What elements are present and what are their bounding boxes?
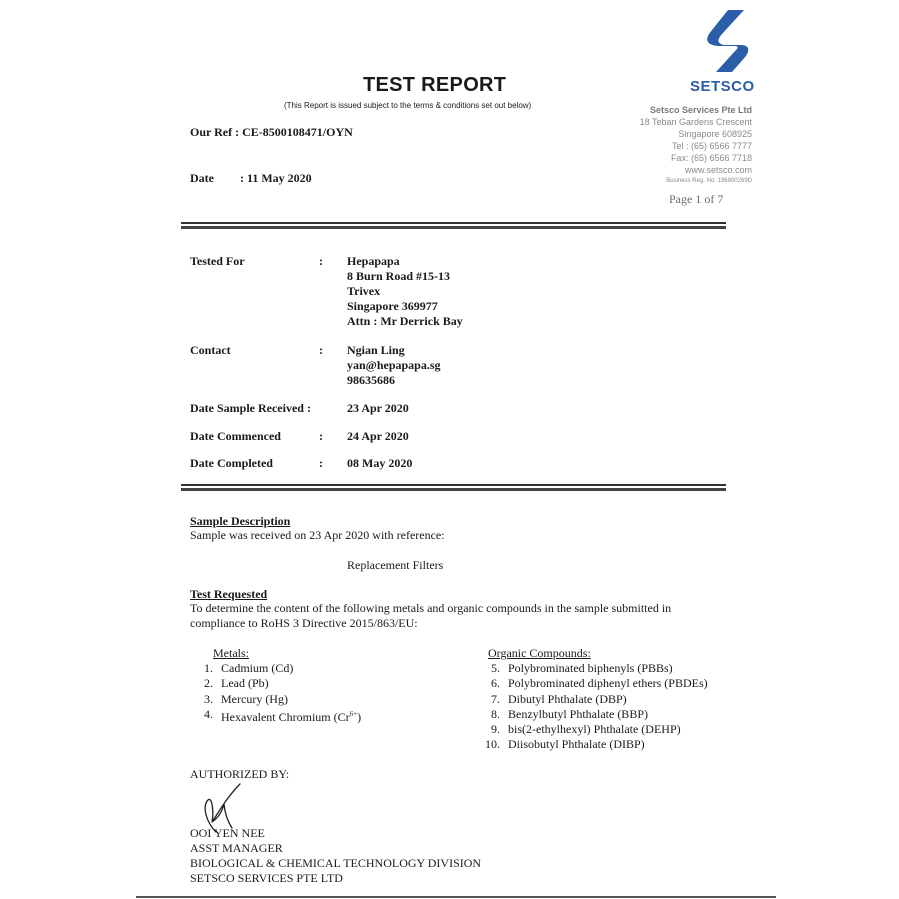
list-item: 9. bis(2-ethylhexyl) Phthalate (DEHP) — [491, 722, 681, 737]
date-value: : 11 May 2020 — [240, 171, 312, 185]
report-date — [190, 171, 312, 186]
contact-value — [347, 343, 441, 388]
date-received-value: 23 Apr 2020 — [347, 401, 409, 415]
company-name: Setsco Services Pte Ltd — [649, 105, 752, 115]
contact-phone: 98635686 — [347, 373, 395, 387]
company-address-block — [640, 104, 752, 186]
list-item: 2. Lead (Pb) — [204, 676, 269, 691]
contact-email: yan@hepapapa.sg — [347, 358, 441, 372]
date-label: Date — [190, 171, 214, 185]
company-business-reg: Business Reg. No. 196900269D — [666, 178, 752, 184]
tested-for-line: Singapore 369977 — [347, 299, 438, 313]
date-completed-value: 08 May 2020 — [347, 456, 413, 470]
report-disclaimer: (This Report is issued subject to the terms & conditions set out below) — [284, 101, 532, 110]
list-item: 4. Hexavalent Chromium $(Cr^{6+})$ — [204, 706, 362, 724]
list-item: 8. Benzylbutyl Phthalate (BBP) — [491, 706, 648, 721]
signatory-name: OOI YEN NEE — [190, 826, 265, 840]
our-ref-value: CE-8500108471/OYN — [242, 125, 353, 139]
sample-description-heading: Sample Description — [190, 514, 291, 528]
company-address-line: 18 Teban Gardens Crescent — [639, 117, 752, 127]
metals-list — [198, 661, 361, 725]
metals-heading: Metals: — [213, 646, 249, 660]
date-commenced-colon: : — [319, 429, 323, 443]
list-item: 5. Polybrominated biphenyls (PBBs) — [491, 661, 673, 675]
date-completed-label: Date Completed — [190, 456, 273, 470]
company-fax: Fax: (65) 6566 7718 — [670, 153, 752, 163]
page-number: Page 1 of 7 — [669, 192, 724, 206]
date-commenced-value: 24 Apr 2020 — [347, 429, 409, 443]
company-tel: Tel : (65) 6566 7777 — [671, 141, 752, 151]
sample-reference: Replacement Filters — [347, 558, 444, 572]
sample-description-text: Sample was received on 23 Apr 2020 with reference: — [190, 528, 445, 542]
signatory-title: ASST MANAGER — [190, 841, 283, 855]
list-item: 10. Diisobutyl Phthalate (DIBP) — [485, 737, 645, 752]
tested-for-line: Attn : Mr Derrick Bay — [347, 314, 463, 328]
divider-bottom — [181, 484, 726, 491]
our-ref-label: Our Ref : — [190, 125, 240, 139]
organics-list — [480, 661, 708, 753]
test-requested-heading: Test Requested — [190, 587, 268, 601]
signatory-division: BIOLOGICAL & CHEMICAL TECHNOLOGY DIVISION — [190, 856, 482, 870]
page-bottom-border — [136, 896, 776, 898]
list-item: 6. Polybrominated diphenyl ethers (PBDEs) — [491, 676, 708, 691]
report-title: TEST REPORT — [363, 74, 507, 96]
divider-top — [181, 222, 726, 229]
date-commenced-label: Date Commenced — [190, 429, 281, 443]
test-requested-line: To determine the content of the following metals and organic compounds in the sample submitted in — [190, 601, 672, 615]
contact-label: Contact — [190, 343, 231, 357]
test-requested-line: compliance to RoHS 3 Directive 2015/863/EU: — [190, 616, 418, 630]
tested-for-colon: : — [319, 254, 323, 268]
date-received-label: Date Sample Received : — [190, 401, 311, 415]
tested-for-line: Trivex — [347, 284, 381, 298]
signatory-company: SETSCO SERVICES PTE LTD — [190, 871, 343, 885]
tested-for-line: Hepapapa — [347, 254, 400, 268]
tested-for-label: Tested For — [190, 254, 245, 268]
tested-for-line: 8 Burn Road #15-13 — [347, 269, 451, 283]
company-website: www.setsco.com — [684, 165, 752, 175]
contact-colon: : — [319, 343, 323, 357]
organics-heading: Organic Compounds: — [488, 646, 591, 660]
list-item: 3. Mercury (Hg) — [204, 691, 288, 706]
metals-list-container — [198, 661, 361, 725]
date-completed-colon: : — [319, 456, 323, 470]
company-address-line: Singapore 608925 — [678, 129, 752, 139]
authorized-by-label: AUTHORIZED BY: — [190, 767, 290, 781]
contact-name: Ngian Ling — [347, 343, 405, 357]
brand-name: SETSCO — [690, 78, 755, 95]
list-item: 7. Dibutyl Phthalate (DBP) — [491, 691, 627, 706]
organics-list-container — [480, 661, 708, 753]
our-ref — [190, 125, 353, 140]
list-item: 1. Cadmium (Cd) — [204, 661, 294, 675]
setsco-logo-icon — [688, 8, 752, 74]
tested-for-value — [347, 254, 463, 329]
